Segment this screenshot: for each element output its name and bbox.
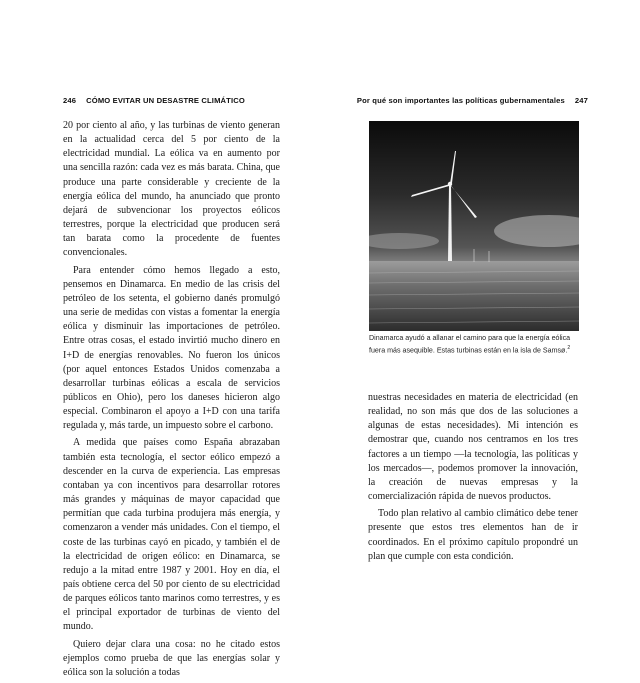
paragraph: nuestras necesidades en materia de electricidad (en realidad, no son más que dos de las soluciones a algunas de estas necesidades). Mi intención es demostrar que, cuando nos centramos en los tres factores a un tiempo —la tecnología, las políticas y los mercados—, podemos promover la innovación, la creación de nuevas empresas y la comercialización rápida de nuevos productos. [368, 392, 578, 503]
paragraph: Quiero dejar clara una cosa: no he citado estos ejemplos como prueba de que las energías solar y eólica son la solución a todas [63, 638, 280, 678]
left-page-number: 246 [63, 96, 77, 105]
wind-turbine-photo [369, 121, 579, 331]
caption-text: Dinamarca ayudó a allanar el camino para que la energía eólica fuera más asequible. Estas turbinas están en la isla de Samsø. [369, 334, 571, 355]
paragraph: Todo plan relativo al cambio climático debe tener presente que estos tres elementos han de ir coordinados. En el próximo capítulo propondré un plan que cumple con esta condición. [368, 508, 578, 562]
right-running-head-title: Por qué son importantes las políticas gubernamentales [356, 96, 565, 105]
right-running-head [357, 96, 588, 105]
left-running-head-title: CÓMO EVITAR UN DESASTRE CLIMÁTICO [86, 96, 245, 105]
left-body-text [63, 119, 280, 683]
right-body-text [368, 391, 578, 567]
left-page [0, 0, 320, 678]
paragraph: 20 por ciento al año, y las turbinas de viento generan en la actualidad cerca del 5 por ciento de la electricidad mundial. La eólica va en aumento por una sencilla razón: cada vez es más barata. China, que produce una parte considerable y creciente de la energía eólica del mundo, ha anunciado que pronto dejará de subvencionar los proyectos eólicos terrestres, porque la electricidad que producen será tan barata como la procedente de fuentes convencionales. [63, 120, 280, 259]
photo-caption [369, 333, 579, 355]
left-running-head [63, 96, 245, 105]
paragraph: A medida que países como España abrazaban también esta tecnología, el sector eólico empezó a descender en la curva de experiencia. Las empresas contaban ya con incentivos para desarrollar rotores más grandes y máquinas de mayor capacidad que permitían que cada turbina produjera más energía, y comenzaron a vender más unidades. Con el tiempo, el coste de las turbinas cayó en picado, y también el de la electricidad de origen eólico: en Dinamarca, se redujo a la mitad entre 1987 y 2001. Hoy en día, el país obtiene cerca del 50 por ciento de su electricidad de parques eólicos tanto marinos como terrestres, y es el principal exportador de turbinas de viento del mundo. [63, 437, 280, 633]
right-page-number: 247 [574, 96, 588, 105]
paragraph: Para entender cómo hemos llegado a esto, pensemos en Dinamarca. En medio de las crisis del petróleo de los setenta, el gobierno danés promulgó una serie de medidas con vistas a fomentar la energía eólica y disminuir las importaciones de petróleo. Entre otras cosas, el estado invirtió mucho dinero en I+D de energías renovables. No fueron los únicos (por aquel entonces Estados Unidos comenzaba a desarrollar turbinas eólicas a escala de servicios públicos en Ohio), pero los daneses hicieron algo especial. Combinaron el apoyo a I+D con una tarifa regulada y, más tarde, un impuesto sobre el carbono. [63, 264, 280, 432]
wind-turbine-illustration [369, 121, 579, 331]
caption-note: 2 [567, 345, 571, 351]
